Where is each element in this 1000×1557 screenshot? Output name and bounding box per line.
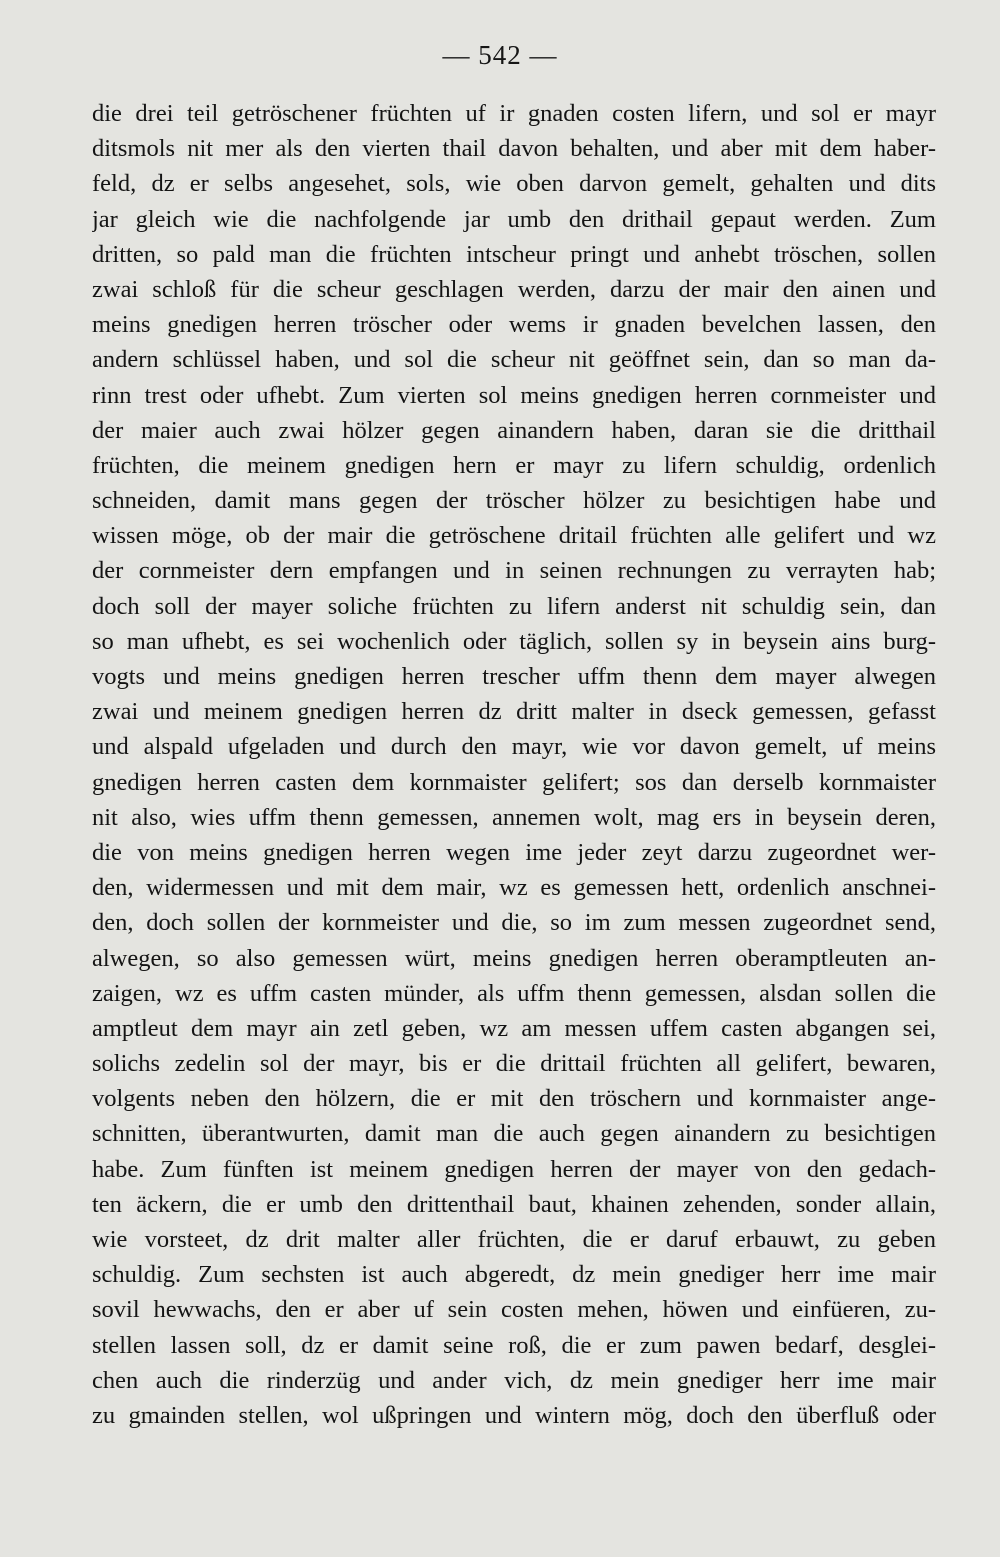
text-line: den, widermessen und mit dem mair, wz es gemessen hett, ordenlich anschnei- (92, 874, 936, 902)
text-line: die drei teil getröschener früchten uf ir gnaden costen lifern, und sol er mayr (92, 100, 936, 127)
text-line: rinn trest oder ufhebt. Zum vierten sol meins gnedigen herren cornmeister und (92, 381, 936, 409)
text-line: den, doch sollen der kornmeister und die, so im zum messen zugeordnet send, (92, 909, 936, 937)
text-line: schnitten, überantwurten, damit man die auch gegen ainandern zu besichtigen (92, 1120, 936, 1148)
text-line: habe. Zum fünften ist meinem gnedigen herren der mayer von den gedach- (92, 1155, 936, 1183)
text-line: vogts und meins gnedigen herren trescher uffm thenn dem mayer alwegen (92, 663, 936, 690)
text-line: andern schlüssel haben, und sol die scheur nit geöffnet sein, dan so man da- (92, 346, 936, 374)
text-line: schneiden, damit mans gegen der tröscher hölzer zu besichtigen habe und (92, 487, 936, 515)
text-line: ten äckern, die er umb den drittenthail baut, khainen zehenden, sonder allain, (92, 1190, 936, 1218)
text-line: der cornmeister dern empfangen und in seinen rechnungen zu verrayten hab; (92, 557, 936, 585)
text-line: wie vorsteet, dz drit malter aller früchten, die er daruf erbauwt, zu geben (92, 1226, 936, 1253)
text-line: der maier auch zwai hölzer gegen ainandern haben, daran sie die dritthail (92, 416, 936, 444)
text-line: meins gnedigen herren tröscher oder wems ir gnaden bevelchen lassen, den (92, 311, 936, 339)
text-line: gnedigen herren casten dem kornmaister gelifert; sos dan derselb kornmaister (92, 768, 936, 796)
text-line: früchten, die meinem gnedigen hern er mayr zu lifern schuldig, ordenlich (92, 451, 936, 479)
text-line: die von meins gnedigen herren wegen ime jeder zeyt darzu zugeordnet wer- (92, 838, 936, 866)
text-line: volgents neben den hölzern, die er mit den tröschern und kornmaister ange- (92, 1085, 936, 1113)
text-line: alwegen, so also gemessen würt, meins gnedigen herren oberamptleuten an- (92, 944, 936, 972)
text-line: zwai schloß für die scheur geschlagen werden, darzu der mair den ainen und (92, 275, 936, 303)
text-line: solichs zedelin sol der mayr, bis er die drittail früchten all gelifert, bewaren, (92, 1050, 936, 1078)
body-text (92, 96, 936, 1433)
text-line: und alspald ufgeladen und durch den mayr, wie vor davon gemelt, uf meins (92, 733, 936, 761)
text-line: sovil hewwachs, den er aber uf sein costen mehen, höwen und einfüeren, zu- (92, 1296, 936, 1324)
text-line: zu gmainden stellen, wol ußpringen und wintern mög, doch den überfluß oder (92, 1401, 936, 1429)
text-line: amptleut dem mayr ain zetl geben, wz am messen uffem casten abgangen sei, (92, 1014, 936, 1042)
text-line: zwai und meinem gnedigen herren dz dritt malter in dseck gemessen, gefasst (92, 698, 936, 726)
text-line: dritten, so pald man die früchten intscheur pringt und anhebt tröschen, sollen (92, 240, 936, 268)
text-line: chen auch die rinderzüg und ander vich, dz mein gnediger herr ime mair (92, 1366, 936, 1394)
text-line: wissen möge, ob der mair die getröschene dritail früchten alle gelifert und wz (92, 522, 936, 550)
text-line: so man ufhebt, es sei wochenlich oder täglich, sollen sy in beysein ains burg- (92, 627, 936, 655)
text-line: doch soll der mayer soliche früchten zu lifern anderst nit schuldig sein, dan (92, 592, 936, 620)
text-line: nit also, wies uffm thenn gemessen, annemen wolt, mag ers in beysein deren, (92, 803, 936, 831)
text-line: jar gleich wie die nachfolgende jar umb den drithail gepaut werden. Zum (92, 205, 936, 233)
text-line: schuldig. Zum sechsten ist auch abgeredt, dz mein gnediger herr ime mair (92, 1261, 936, 1289)
text-line: zaigen, wz es uffm casten münder, als uffm thenn gemessen, alsdan sollen die (92, 979, 936, 1007)
page-number: — 542 — (442, 40, 558, 70)
text-line: stellen lassen soll, dz er damit seine roß, die er zum pawen bedarf, desglei- (92, 1331, 936, 1359)
text-line: feld, dz er selbs angesehet, sols, wie oben darvon gemelt, gehalten und dits (92, 170, 936, 198)
text-line: ditsmols nit mer als den vierten thail davon behalten, und aber mit dem haber- (92, 135, 936, 163)
